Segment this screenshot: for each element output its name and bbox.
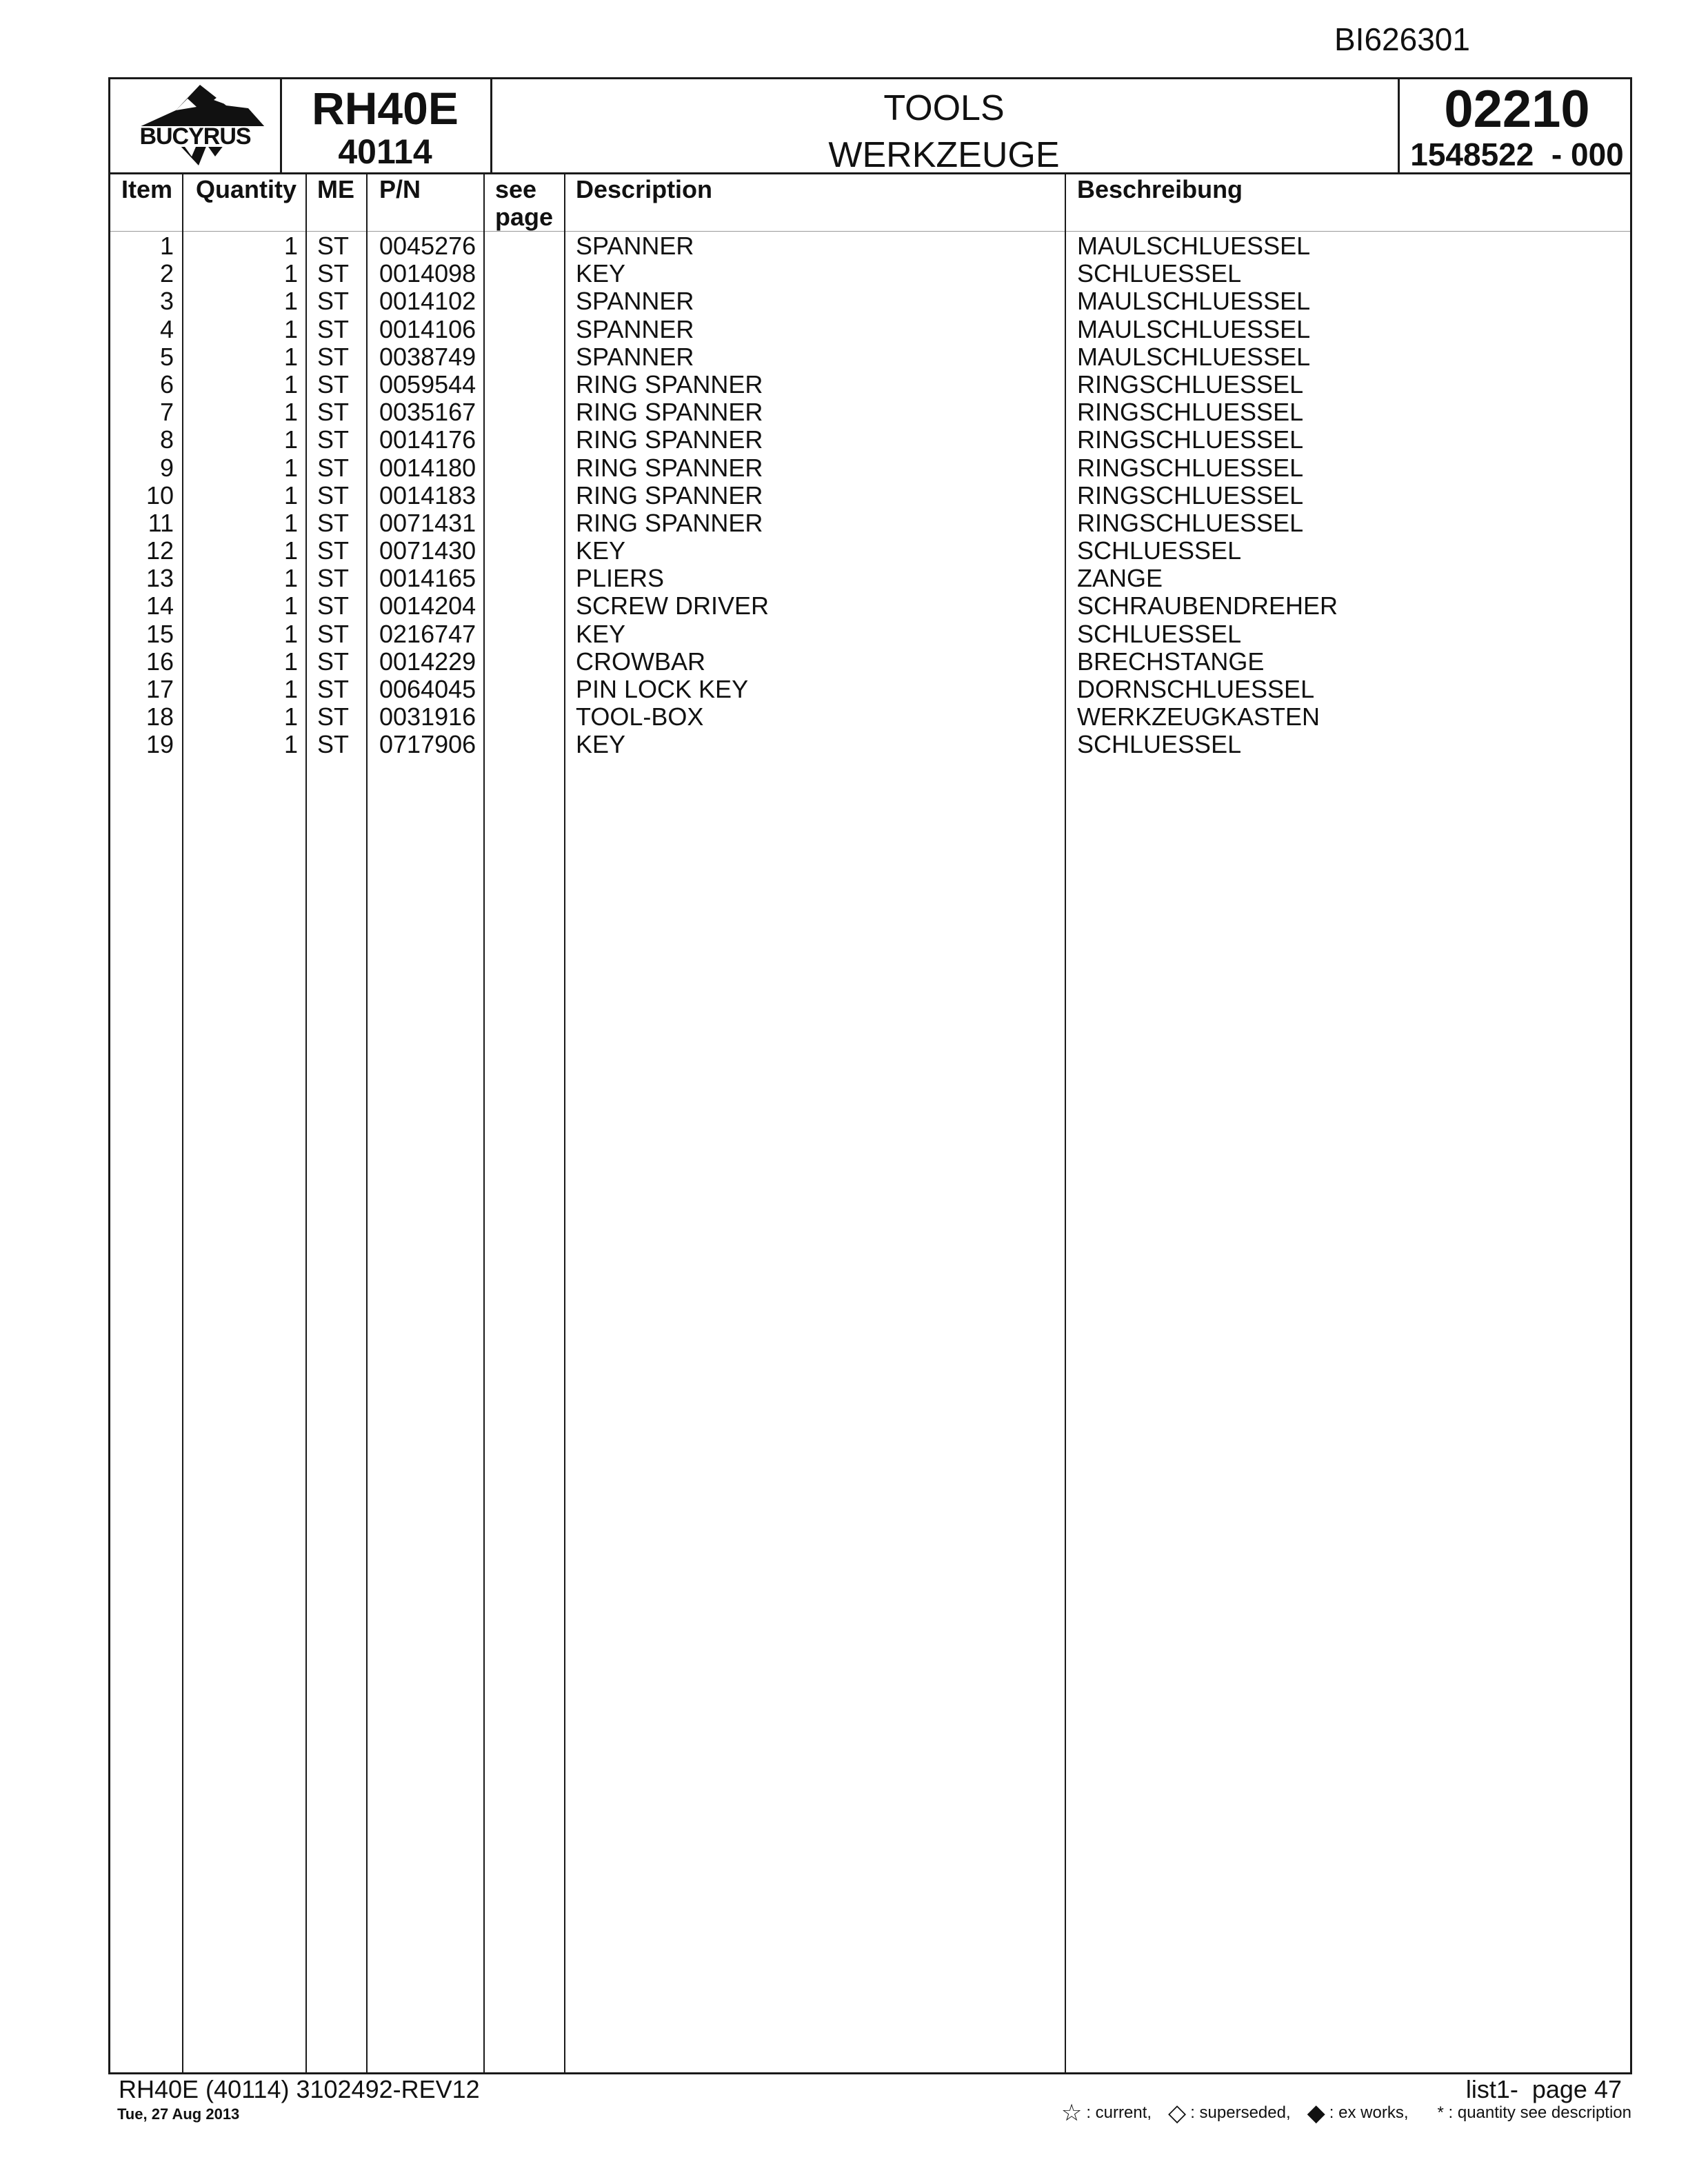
description-cell: KEY: [576, 730, 626, 759]
unit-cell: ST: [317, 730, 350, 759]
beschreibung-cell: RINGSCHLUESSEL: [1077, 508, 1304, 537]
description-cell: KEY: [576, 536, 626, 565]
part-number-cell: 0717906: [379, 730, 476, 759]
item-number-cell: 9: [159, 453, 174, 482]
description-cell: RING SPANNER: [576, 453, 763, 482]
beschreibung-cell: SCHLUESSEL: [1077, 259, 1242, 288]
unit-cell: ST: [317, 592, 350, 620]
description-cell: SPANNER: [576, 232, 694, 260]
description-cell: KEY: [576, 619, 626, 648]
item-number-cell: 8: [159, 425, 174, 454]
logo-text: BUCYRUS: [139, 123, 251, 150]
quantity-cell: 1: [283, 702, 298, 731]
quantity-cell: 1: [283, 314, 298, 343]
beschreibung-cell: RINGSCHLUESSEL: [1077, 481, 1304, 509]
item-number-cell: 10: [145, 481, 174, 509]
table-row: [110, 731, 1630, 758]
footer-document-reference: RH40E (40114) 3102492-REV12: [119, 2075, 480, 2103]
item-number-cell: 18: [145, 702, 174, 731]
description-cell: PLIERS: [576, 564, 665, 593]
unit-cell: ST: [317, 619, 350, 648]
table-row: [110, 509, 1630, 537]
beschreibung-cell: RINGSCHLUESSEL: [1077, 453, 1304, 482]
item-number-cell: 4: [159, 314, 174, 343]
description-cell: RING SPANNER: [576, 370, 763, 398]
beschreibung-cell: SCHLUESSEL: [1077, 536, 1242, 565]
item-number-cell: 2: [159, 259, 174, 288]
table-row: [110, 343, 1630, 371]
unit-cell: ST: [317, 232, 350, 260]
unit-cell: ST: [317, 564, 350, 593]
diamond-outline-icon: ◇: [1168, 2100, 1187, 2126]
quantity-cell: 1: [283, 370, 298, 398]
unit-cell: ST: [317, 259, 350, 288]
column-header-description: Description: [576, 175, 713, 203]
unit-cell: ST: [317, 481, 350, 509]
unit-cell: ST: [317, 508, 350, 537]
model-name: RH40E: [312, 83, 459, 134]
item-number-cell: 13: [145, 564, 174, 593]
table-row: [110, 482, 1630, 509]
column-header-page: page: [495, 203, 554, 231]
title-english: TOOLS: [883, 88, 1005, 128]
beschreibung-cell: ZANGE: [1077, 564, 1163, 593]
beschreibung-cell: SCHLUESSEL: [1077, 730, 1242, 759]
beschreibung-cell: WERKZEUGKASTEN: [1077, 702, 1320, 731]
column-header-beschreibung: Beschreibung: [1077, 175, 1243, 203]
item-number-cell: 17: [145, 675, 174, 703]
beschreibung-cell: SCHRAUBENDREHER: [1077, 592, 1338, 620]
description-cell: TOOL-BOX: [576, 702, 704, 731]
item-number-cell: 15: [145, 619, 174, 648]
unit-cell: ST: [317, 342, 350, 371]
item-number-cell: 6: [159, 370, 174, 398]
beschreibung-cell: MAULSCHLUESSEL: [1077, 342, 1311, 371]
column-header-pn: P/N: [379, 175, 421, 203]
item-number-cell: 5: [159, 342, 174, 371]
unit-cell: ST: [317, 536, 350, 565]
beschreibung-cell: MAULSCHLUESSEL: [1077, 314, 1311, 343]
item-number-cell: 19: [145, 730, 174, 759]
table-row: [110, 371, 1630, 398]
beschreibung-cell: RINGSCHLUESSEL: [1077, 425, 1304, 454]
unit-cell: ST: [317, 314, 350, 343]
description-cell: SCREW DRIVER: [576, 592, 770, 620]
table-row: [110, 287, 1630, 315]
part-number-cell: 0014180: [379, 453, 476, 482]
description-cell: SPANNER: [576, 314, 694, 343]
star-outline-icon: ☆: [1061, 2100, 1083, 2126]
table-row: [110, 454, 1630, 482]
footer-legend: [1061, 2100, 1631, 2126]
beschreibung-cell: RINGSCHLUESSEL: [1077, 398, 1304, 427]
column-header-item: Item: [121, 175, 173, 203]
description-cell: PIN LOCK KEY: [576, 675, 749, 703]
beschreibung-cell: BRECHSTANGE: [1077, 647, 1265, 676]
part-number-cell: 0014102: [379, 287, 476, 316]
table-row: [110, 260, 1630, 287]
quantity-cell: 1: [283, 592, 298, 620]
part-number-cell: 0035167: [379, 398, 476, 427]
model-number: 40114: [338, 132, 432, 171]
diamond-filled-icon: ◆: [1307, 2100, 1325, 2126]
table-row: [110, 426, 1630, 454]
part-number-cell: 0064045: [379, 675, 476, 703]
document-id: BI626301: [1334, 21, 1470, 57]
part-reference: 1548522 - 000: [1410, 136, 1624, 172]
column-header-see: see: [495, 175, 537, 203]
table-row: [110, 398, 1630, 426]
table-row: [110, 592, 1630, 620]
table-row: [110, 703, 1630, 731]
parts-table-body: [110, 232, 1630, 759]
quantity-cell: 1: [283, 508, 298, 537]
quantity-cell: 1: [283, 425, 298, 454]
quantity-cell: 1: [283, 232, 298, 260]
quantity-cell: 1: [283, 259, 298, 288]
table-row: [110, 648, 1630, 676]
unit-cell: ST: [317, 425, 350, 454]
beschreibung-cell: MAULSCHLUESSEL: [1077, 232, 1311, 260]
part-number-cell: 0059544: [379, 370, 476, 398]
part-number-cell: 0071431: [379, 508, 476, 537]
unit-cell: ST: [317, 675, 350, 703]
unit-cell: ST: [317, 702, 350, 731]
table-row: [110, 537, 1630, 565]
column-header-me: ME: [317, 175, 354, 203]
description-cell: RING SPANNER: [576, 425, 763, 454]
unit-cell: ST: [317, 370, 350, 398]
item-number-cell: 1: [159, 232, 174, 260]
description-cell: RING SPANNER: [576, 398, 763, 427]
beschreibung-cell: DORNSCHLUESSEL: [1077, 675, 1315, 703]
unit-cell: ST: [317, 287, 350, 316]
table-row: [110, 620, 1630, 648]
part-number-cell: 0014204: [379, 592, 476, 620]
table-row: [110, 676, 1630, 703]
bucyrus-logo: [110, 79, 280, 174]
quantity-cell: 1: [283, 287, 298, 316]
part-number-cell: 0014176: [379, 425, 476, 454]
beschreibung-cell: RINGSCHLUESSEL: [1077, 370, 1304, 398]
quantity-cell: 1: [283, 675, 298, 703]
item-number-cell: 16: [145, 647, 174, 676]
parts-list-frame: [108, 77, 1632, 2074]
quantity-cell: 1: [283, 453, 298, 482]
unit-cell: ST: [317, 647, 350, 676]
part-number-cell: 0014183: [379, 481, 476, 509]
beschreibung-cell: SCHLUESSEL: [1077, 619, 1242, 648]
unit-cell: ST: [317, 453, 350, 482]
part-number-cell: 0031916: [379, 702, 476, 731]
description-cell: CROWBAR: [576, 647, 705, 676]
description-cell: KEY: [576, 259, 626, 288]
part-number-cell: 0038749: [379, 342, 476, 371]
part-number-cell: 0014098: [379, 259, 476, 288]
part-number-cell: 0014165: [379, 564, 476, 593]
part-number-cell: 0071430: [379, 536, 476, 565]
column-header-quantity: Quantity: [196, 175, 297, 203]
item-number-cell: 14: [145, 592, 174, 620]
quantity-cell: 1: [283, 619, 298, 648]
quantity-cell: 1: [283, 342, 298, 371]
item-number-cell: 3: [159, 287, 174, 316]
description-cell: SPANNER: [576, 342, 694, 371]
legend-current: : current,: [1086, 2103, 1152, 2122]
quantity-cell: 1: [283, 398, 298, 427]
table-row: [110, 232, 1630, 260]
legend-superseded: : superseded,: [1190, 2103, 1291, 2122]
footer-date: Tue, 27 Aug 2013: [117, 2105, 240, 2123]
item-number-cell: 12: [145, 536, 174, 565]
legend-ex-works: : ex works,: [1329, 2103, 1409, 2122]
description-cell: SPANNER: [576, 287, 694, 316]
item-number-cell: 11: [148, 508, 174, 537]
table-row: [110, 316, 1630, 343]
quantity-cell: 1: [283, 536, 298, 565]
legend-quantity: * : quantity see description: [1437, 2103, 1631, 2122]
part-number-cell: 0216747: [379, 619, 476, 648]
unit-cell: ST: [317, 398, 350, 427]
description-cell: RING SPANNER: [576, 481, 763, 509]
description-cell: RING SPANNER: [576, 508, 763, 537]
table-row: [110, 565, 1630, 592]
quantity-cell: 1: [283, 647, 298, 676]
quantity-cell: 1: [283, 730, 298, 759]
part-number-cell: 0014106: [379, 314, 476, 343]
quantity-cell: 1: [283, 564, 298, 593]
quantity-cell: 1: [283, 481, 298, 509]
footer-page-reference: list1- page 47: [1465, 2075, 1622, 2103]
part-number-cell: 0014229: [379, 647, 476, 676]
bucyrus-logo-icon: [110, 79, 280, 174]
beschreibung-cell: MAULSCHLUESSEL: [1077, 287, 1311, 316]
title-german: WERKZEUGE: [828, 135, 1060, 175]
part-number-cell: 0045276: [379, 232, 476, 260]
item-number-cell: 7: [159, 398, 174, 427]
group-number: 02210: [1444, 80, 1590, 139]
